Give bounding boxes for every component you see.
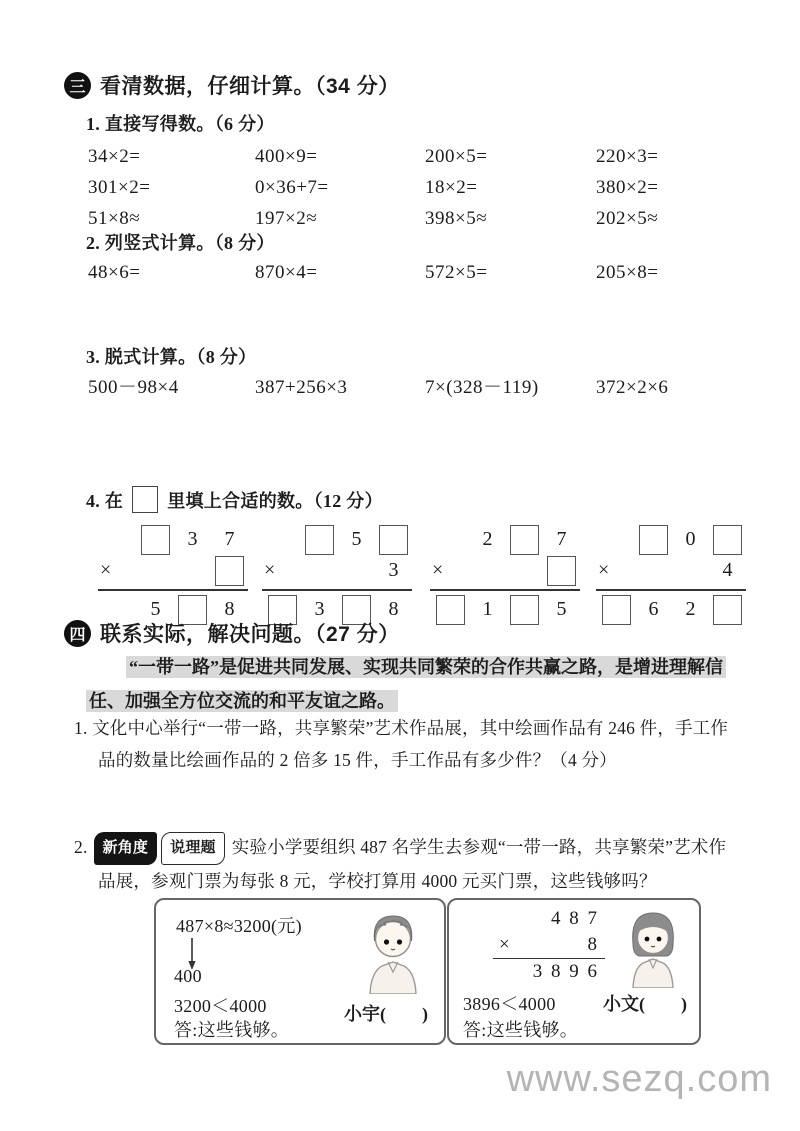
section3-title: 看清数据，仔细计算。（34 分） bbox=[100, 75, 400, 98]
multiply-sign: × bbox=[264, 559, 276, 581]
vertical-multiplication bbox=[493, 906, 605, 985]
vertical-row bbox=[596, 589, 746, 625]
boy-avatar bbox=[360, 912, 426, 994]
fill-in-box bbox=[506, 525, 543, 555]
digit: 7 bbox=[224, 528, 235, 550]
vertical-row bbox=[98, 524, 248, 555]
vertical-row bbox=[430, 555, 580, 586]
expression: 202×5≈ bbox=[596, 208, 659, 229]
expression: 398×5≈ bbox=[425, 208, 488, 229]
digit: 4 bbox=[722, 559, 733, 581]
vertical-problem bbox=[596, 524, 746, 625]
vertical-row bbox=[596, 524, 746, 555]
student-answer-box-xiaoyu bbox=[154, 898, 446, 1045]
student-answer-box-xiaowen bbox=[447, 898, 701, 1045]
section4-title: 联系实际，解决问题。（27 分） bbox=[100, 623, 400, 646]
word-problem1-line1: 1. 文化中心举行“一带一路，共享繁荣”艺术作品展，其中绘画作品有 246 件，手工作 bbox=[74, 718, 729, 738]
digit: 3 bbox=[314, 598, 325, 620]
q2-expression-grid bbox=[88, 257, 768, 288]
digit: 7 bbox=[556, 528, 567, 550]
answer-line: 答:这些钱够。 bbox=[174, 1020, 290, 1040]
q4-label bbox=[86, 486, 383, 513]
vertical-problem bbox=[98, 524, 248, 625]
intro-line-2 bbox=[86, 686, 398, 716]
digit: 8 bbox=[388, 598, 399, 620]
expression: 18×2= bbox=[425, 177, 478, 198]
multiplier: 8 bbox=[587, 934, 599, 955]
vertical-row bbox=[98, 555, 248, 586]
section4-header bbox=[64, 618, 400, 648]
comparison-line: 3896＜4000 bbox=[463, 994, 556, 1014]
product: 3 8 9 6 bbox=[493, 958, 605, 985]
answer-line: 答:这些钱够。 bbox=[463, 1020, 579, 1040]
fill-in-box bbox=[375, 525, 412, 555]
vertical-row bbox=[430, 589, 580, 625]
expression: 387+256×3 bbox=[255, 377, 348, 398]
fill-in-box bbox=[301, 525, 338, 555]
multiply-sign: × bbox=[432, 559, 444, 581]
multiply-sign: × bbox=[100, 559, 112, 581]
digit: 5 bbox=[556, 598, 567, 620]
q3-label: 3. 脱式计算。（8 分） bbox=[86, 347, 257, 367]
intro-line-1 bbox=[126, 652, 726, 682]
expression: 0×36+7= bbox=[255, 177, 329, 198]
vertical-problem bbox=[262, 524, 412, 625]
digit: 1 bbox=[482, 598, 493, 620]
expression: 500－98×4 bbox=[88, 377, 179, 398]
reasoning-badge: 说理题 bbox=[161, 832, 225, 865]
expression: 380×2= bbox=[596, 177, 659, 198]
expression: 200×5= bbox=[425, 146, 488, 167]
vertical-row bbox=[430, 524, 580, 555]
multiplicand: 4 8 7 bbox=[551, 908, 599, 929]
estimate-line: 487×8≈3200(元) bbox=[176, 916, 302, 936]
expression: 372×2×6 bbox=[596, 377, 669, 398]
kid-name-xiaoyu: 小宇( ) bbox=[344, 1004, 428, 1024]
digit: 3 bbox=[187, 528, 198, 550]
section3-number-badge: 三 bbox=[64, 72, 91, 99]
expression: 572×5= bbox=[425, 262, 488, 283]
q1-expression-grid bbox=[88, 141, 768, 234]
expression: 220×3= bbox=[596, 146, 659, 167]
q2-label: 2. 列竖式计算。（8 分） bbox=[86, 233, 275, 253]
problem2-number: 2. bbox=[74, 837, 88, 857]
kid-name-xiaowen: 小文( ) bbox=[603, 994, 687, 1014]
section4-number-badge: 四 bbox=[64, 620, 91, 647]
expression: 7×(328－119) bbox=[425, 377, 539, 398]
new-angle-badge: 新角度 bbox=[94, 832, 158, 865]
expression: 301×2= bbox=[88, 177, 151, 198]
vertical-row bbox=[262, 555, 412, 586]
expression: 205×8= bbox=[596, 262, 659, 283]
digit: 2 bbox=[482, 528, 493, 550]
vertical-problem bbox=[430, 524, 580, 625]
comparison-line: 3200＜4000 bbox=[174, 996, 267, 1016]
fill-in-box bbox=[543, 556, 580, 586]
fill-in-box bbox=[137, 525, 174, 555]
fill-in-box bbox=[598, 595, 635, 625]
expression: 870×4= bbox=[255, 262, 318, 283]
fill-in-box bbox=[132, 486, 158, 513]
fill-in-box bbox=[635, 525, 672, 555]
section3-header bbox=[64, 70, 400, 100]
fill-in-box bbox=[432, 595, 469, 625]
fill-in-box bbox=[506, 595, 543, 625]
fill-in-box bbox=[709, 595, 746, 625]
fill-in-box bbox=[211, 556, 248, 586]
digit: 0 bbox=[685, 528, 696, 550]
highlighted-text: 任、加强全方位交流的和平友谊之路。 bbox=[86, 690, 398, 712]
problem2-text: 实验小学要组织 487 名学生去参观“一带一路，共享繁荣”艺术作 bbox=[231, 837, 727, 857]
digit: 8 bbox=[224, 598, 235, 620]
fill-in-box bbox=[709, 525, 746, 555]
word-problem2-line2: 品展，参观门票为每张 8 元，学校打算用 4000 元买门票，这些钱够吗？ bbox=[98, 871, 657, 891]
multiply-sign: × bbox=[499, 934, 510, 955]
highlighted-text: “一带一路”是促进共同发展、实现共同繁荣的合作共赢之路，是增进理解信 bbox=[126, 656, 726, 678]
vertical-row bbox=[596, 555, 746, 586]
digit: 2 bbox=[685, 598, 696, 620]
q1-label: 1. 直接写得数。（6 分） bbox=[86, 114, 275, 134]
digit: 6 bbox=[648, 598, 659, 620]
expression: 34×2= bbox=[88, 146, 141, 167]
expression: 48×6= bbox=[88, 262, 141, 283]
q4-vertical-problems bbox=[98, 524, 758, 624]
q3-expression-grid bbox=[88, 372, 768, 403]
word-problem1-line2: 品的数量比绘画作品的 2 倍多 15 件，手工作品有多少件？（4 分） bbox=[98, 750, 617, 770]
expression: 197×2≈ bbox=[255, 208, 318, 229]
multiplier-row bbox=[493, 932, 605, 958]
expression: 51×8≈ bbox=[88, 208, 141, 229]
expression: 400×9= bbox=[255, 146, 318, 167]
digit: 3 bbox=[388, 559, 399, 581]
vertical-row bbox=[262, 524, 412, 555]
q4-label-suffix: 里填上合适的数。（12 分） bbox=[167, 491, 383, 511]
site-watermark: www.sezq.com bbox=[506, 1058, 772, 1100]
rounded-value: 400 bbox=[174, 966, 202, 986]
multiply-sign: × bbox=[598, 559, 610, 581]
digit: 5 bbox=[150, 598, 161, 620]
digit: 5 bbox=[351, 528, 362, 550]
word-problem2-line1 bbox=[74, 832, 726, 865]
girl-avatar bbox=[623, 910, 683, 988]
q4-label-prefix: 4. 在 bbox=[86, 491, 124, 511]
